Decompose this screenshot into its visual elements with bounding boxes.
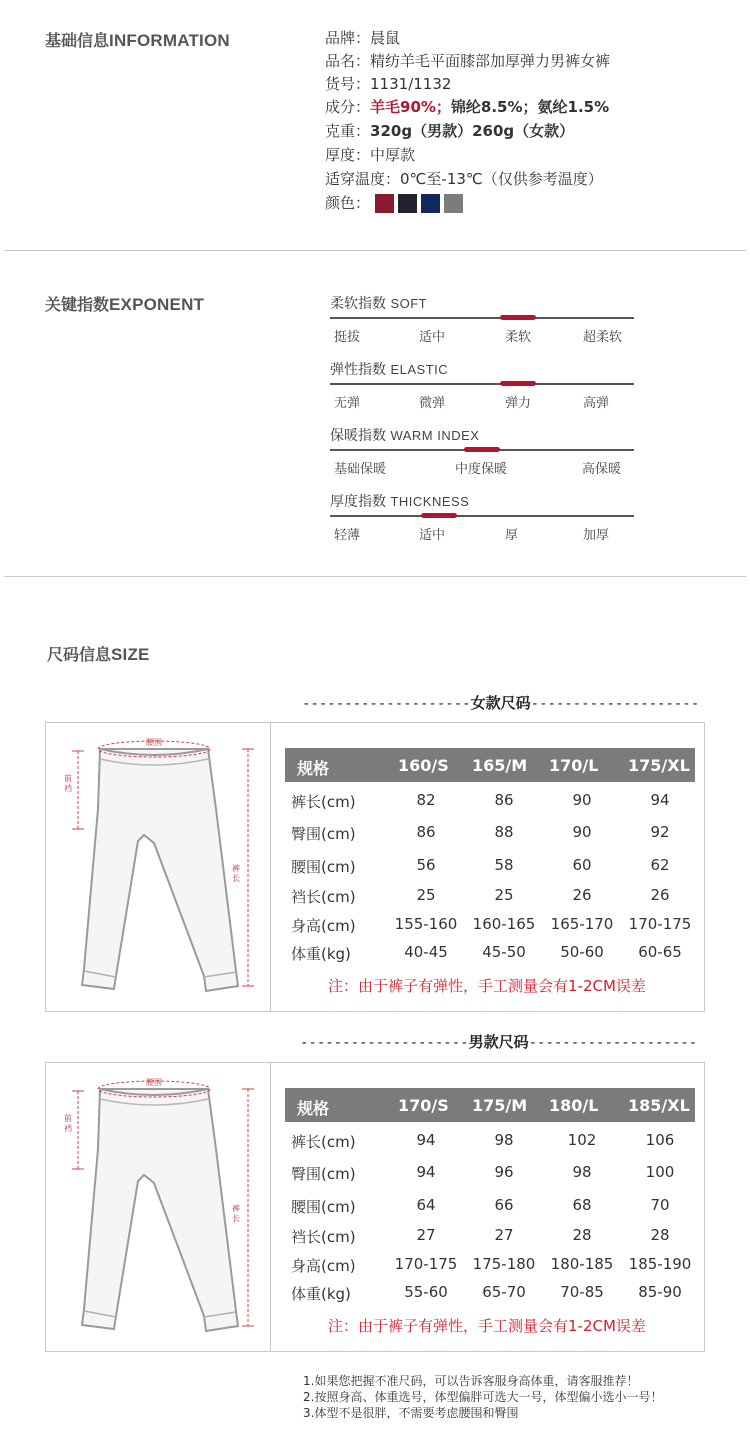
table-cell: 68	[572, 1196, 592, 1214]
header-cell: 170/L	[549, 756, 599, 775]
table-cell: 86	[416, 823, 436, 841]
waist-label: 腰围	[146, 1078, 162, 1087]
table-cell: 180-185	[550, 1255, 614, 1273]
row-label: 裤长(cm)	[291, 793, 356, 811]
header-cell: 170/S	[398, 1096, 449, 1115]
index-title-3: 保暖指数 WARM INDEX	[330, 428, 480, 444]
index-scale-label: 适中	[419, 528, 446, 543]
table-cell: 70-85	[560, 1283, 604, 1301]
table-cell: 82	[416, 791, 436, 809]
index-level-marker	[500, 381, 536, 386]
info-temperature: 适穿温度：0℃至-13℃（仅供参考温度）	[325, 170, 603, 188]
size-note: 注：由于裤子有弹性，手工测量会有1-2CM误差	[328, 1317, 646, 1335]
index-scale-label: 高弹	[583, 396, 610, 411]
info-weight: 克重：320g（男款）260g（女款）	[325, 122, 575, 140]
exponent-title-cn: 关键指数	[45, 295, 110, 314]
exponent-section-title	[45, 292, 204, 315]
table-cell: 58	[494, 856, 514, 874]
header-cell: 规格	[297, 1099, 330, 1118]
men-size-heading: --------------------男款尺码--------------------	[300, 1033, 698, 1051]
front-rise-label: 裆	[64, 1124, 72, 1133]
index-scale-label: 中度保暖	[455, 462, 508, 477]
footnote-3: 3.体型不是很胖，不需要考虑腰围和臀围	[303, 1406, 519, 1420]
table-cell: 185-190	[628, 1255, 692, 1273]
table-cell: 155-160	[394, 915, 458, 933]
length-label: 裤	[232, 864, 240, 873]
index-scale-line	[330, 383, 634, 385]
table-cell: 45-50	[482, 943, 526, 961]
length-label: 长	[232, 874, 240, 883]
size-title-en: SIZE	[111, 645, 150, 664]
table-cell: 90	[572, 823, 592, 841]
table-cell: 56	[416, 856, 436, 874]
footnote-2: 2.按照身高、体重选号，体型偏胖可选大一号，体型偏小选小一号！	[303, 1390, 663, 1404]
index-scale-line	[330, 317, 634, 319]
table-cell: 98	[494, 1131, 514, 1149]
index-scale-label: 基础保暖	[334, 462, 387, 477]
divider	[4, 250, 746, 251]
index-scale-label: 挺拔	[334, 330, 361, 345]
table-cell: 25	[416, 886, 436, 904]
header-cell: 165/M	[472, 756, 528, 775]
index-title-4: 厚度指数 THICKNESS	[330, 494, 470, 510]
info-item-number: 货号：1131/1132	[325, 75, 452, 93]
table-cell: 26	[650, 886, 670, 904]
info-brand: 品牌：晨鼠	[325, 29, 401, 47]
table-cell: 96	[494, 1163, 514, 1181]
length-label: 裤	[232, 1204, 240, 1213]
table-cell: 28	[572, 1226, 592, 1244]
index-scale-label: 加厚	[583, 528, 610, 543]
footnote-1: 1.如果您把握不准尺码，可以告诉客服身高体重，请客服推荐！	[303, 1374, 639, 1388]
table-cell: 60	[572, 856, 592, 874]
table-cell: 102	[567, 1131, 597, 1149]
info-thickness: 厚度：中厚款	[325, 146, 416, 164]
index-scale-label: 高保暖	[582, 462, 622, 477]
table-cell: 170-175	[394, 1255, 458, 1273]
row-label: 腰围(cm)	[291, 1198, 356, 1216]
pants-outline	[82, 1089, 238, 1331]
table-cell: 86	[494, 791, 514, 809]
table-cell: 27	[494, 1226, 514, 1244]
index-scale-label: 适中	[419, 330, 446, 345]
index-level-marker	[500, 315, 536, 320]
index-title-1: 柔软指数 SOFT	[330, 296, 428, 312]
table-cell: 60-65	[638, 943, 682, 961]
exponent-title-en: EXPONENT	[109, 295, 205, 314]
row-label: 裆长(cm)	[291, 1228, 356, 1246]
table-cell: 94	[416, 1163, 436, 1181]
color-swatch-1[interactable]	[375, 194, 394, 213]
index-scale-label: 柔软	[505, 330, 532, 345]
header-cell: 160/S	[398, 756, 449, 775]
size-title-cn: 尺码信息	[47, 645, 112, 664]
index-level-marker	[464, 447, 500, 452]
index-scale-label: 微弹	[419, 396, 446, 411]
table-cell: 88	[494, 823, 514, 841]
info-section-title	[45, 28, 230, 51]
index-scale-label: 弹力	[505, 396, 532, 411]
table-cell: 27	[416, 1226, 436, 1244]
table-cell: 50-60	[560, 943, 604, 961]
table-cell: 62	[650, 856, 670, 874]
index-scale-label: 无弹	[334, 396, 361, 411]
row-label: 体重(kg)	[291, 945, 351, 963]
color-swatch-3[interactable]	[421, 194, 440, 213]
table-cell: 25	[494, 886, 514, 904]
table-cell: 90	[572, 791, 592, 809]
index-title-2: 弹性指数 ELASTIC	[330, 362, 449, 378]
size-note: 注：由于裤子有弹性，手工测量会有1-2CM误差	[328, 977, 646, 995]
women-size-heading: --------------------女款尺码--------------------	[302, 694, 700, 712]
table-cell: 170-175	[628, 915, 692, 933]
table-cell: 100	[645, 1163, 675, 1181]
divider	[4, 576, 746, 577]
table-cell: 40-45	[404, 943, 448, 961]
index-scale-label: 厚	[505, 528, 519, 543]
size-table-header	[285, 1088, 695, 1122]
index-scale-label: 超柔软	[583, 330, 623, 345]
index-level-marker	[421, 513, 457, 518]
table-cell: 175-180	[472, 1255, 536, 1273]
length-label: 长	[232, 1214, 240, 1223]
table-cell: 66	[494, 1196, 514, 1214]
pants-outline	[82, 749, 238, 991]
row-label: 身高(cm)	[291, 917, 356, 935]
row-label: 臀围(cm)	[291, 1165, 356, 1183]
table-cell: 106	[645, 1131, 675, 1149]
header-cell: 规格	[297, 759, 330, 778]
table-cell: 98	[572, 1163, 592, 1181]
info-composition: 成分：羊毛90%；锦纶8.5%；氨纶1.5%	[325, 98, 610, 116]
waist-label: 腰围	[146, 738, 162, 747]
men-size-box	[45, 1062, 705, 1352]
color-swatch-2[interactable]	[398, 194, 417, 213]
front-rise-label: 前	[64, 1114, 72, 1123]
color-swatch-4[interactable]	[444, 194, 463, 213]
index-scale-label: 轻薄	[334, 528, 361, 543]
row-label: 裤长(cm)	[291, 1133, 356, 1151]
table-cell: 70	[650, 1196, 670, 1214]
size-section-title	[47, 642, 150, 665]
table-cell: 26	[572, 886, 592, 904]
table-cell: 165-170	[550, 915, 614, 933]
header-cell: 180/L	[549, 1096, 599, 1115]
table-cell: 160-165	[472, 915, 536, 933]
table-cell: 94	[416, 1131, 436, 1149]
table-cell: 55-60	[404, 1283, 448, 1301]
info-title-cn: 基础信息	[45, 31, 110, 50]
pants-diagram-men	[58, 1071, 258, 1343]
row-label: 身高(cm)	[291, 1257, 356, 1275]
front-rise-label: 前	[64, 774, 72, 783]
header-cell: 185/XL	[628, 1096, 690, 1115]
header-cell: 175/M	[472, 1096, 528, 1115]
info-product-name: 品名：精纺羊毛平面膝部加厚弹力男裤女裤	[325, 52, 611, 70]
table-cell: 64	[416, 1196, 436, 1214]
table-cell: 92	[650, 823, 670, 841]
women-size-box	[45, 722, 705, 1012]
info-title-en: INFORMATION	[109, 31, 230, 50]
index-scale-line	[330, 515, 634, 517]
row-label: 腰围(cm)	[291, 858, 356, 876]
row-label: 体重(kg)	[291, 1285, 351, 1303]
size-table-header	[285, 748, 695, 782]
info-colors: 颜色：	[325, 192, 467, 214]
color-swatches	[375, 194, 467, 212]
table-cell: 85-90	[638, 1283, 682, 1301]
pants-diagram-women	[58, 731, 258, 1003]
header-cell: 175/XL	[628, 756, 690, 775]
table-cell: 65-70	[482, 1283, 526, 1301]
table-cell: 28	[650, 1226, 670, 1244]
row-label: 臀围(cm)	[291, 825, 356, 843]
row-label: 裆长(cm)	[291, 888, 356, 906]
front-rise-label: 裆	[64, 784, 72, 793]
table-cell: 94	[650, 791, 670, 809]
